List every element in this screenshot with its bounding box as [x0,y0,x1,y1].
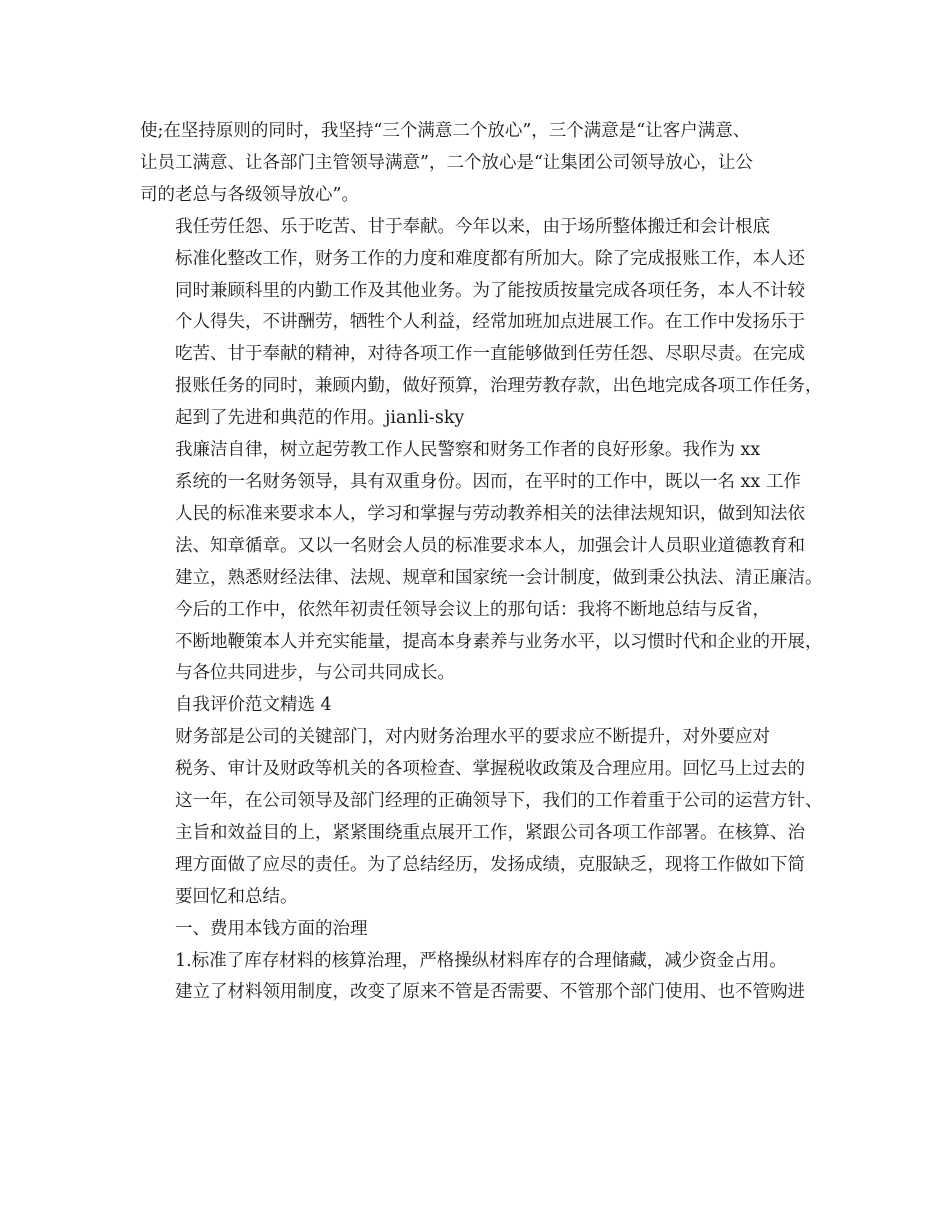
text-line: 使;在坚持原则的同时，我坚持“三个满意二个放心”，三个满意是“让客户满意、 [140,121,751,141]
paragraph-finance-dept [140,722,828,913]
text-line: 要回忆和总结。 [175,886,298,907]
text-line: 建立，熟悉财经法律、法规、规章和国家统一会计制度，做到秉公执法、清正廉洁。 [175,567,823,588]
text-line: 我任劳任怨、乐于吃苦、甘于奉献。今年以来，由于场所整体搬迁和会计根底 [175,216,770,237]
text-line: 1.标准了库存材料的核算治理，严格操纵材料库存的合理储藏，减少资金占用。 [175,950,787,971]
text-line: 建立了材料领用制度，改变了原来不管是否需要、不管那个部门使用、也不管购进 [175,982,805,1003]
document-body [140,116,828,1009]
text-line: 税务、审计及财政等机关的各项检查、掌握税收政策及合理应用。回忆马上过去的 [175,759,805,780]
text-line: 一、费用本钱方面的治理 [175,918,368,939]
text-line: 自我评价范文精选 4 [175,695,332,716]
text-line: 个人得失，不讲酬劳，牺牲个人利益，经常加班加点进展工作。在工作中发扬乐于 [175,312,805,333]
text-line: 标准化整改工作，财务工作的力度和难度都有所加大。除了完成报账工作，本人还 [175,248,805,269]
paragraph-satisfaction [140,116,828,212]
text-line: 不断地鞭策本人并充实能量，提高本身素养与业务水平，以习惯时代和企业的开展， [175,631,823,652]
text-line: 我廉洁自律，树立起劳教工作人民警察和财务工作者的良好形象。我作为 xx [175,440,761,461]
paragraph-inventory [140,946,828,1010]
text-line: 这一年，在公司领导及部门经理的正确领导下，我们的工作着重于公司的运营方针、 [175,791,823,812]
text-line: 主旨和效益目的上，紧紧围绕重点展开工作，紧跟公司各项工作部署。在核算、治 [175,822,805,843]
paragraph-future [140,595,828,691]
section-heading-4 [140,690,828,722]
text-line: 起到了先进和典范的作用。jianli-sky [175,408,465,429]
paragraph-diligence [140,212,828,435]
text-line: 系统的一名财务领导，具有双重身份。因而，在平时的工作中，既以一名 xx 工作 [175,471,801,492]
text-line: 财务部是公司的关键部门，对内财务治理水平的要求应不断提升，对外要应对 [175,727,770,748]
text-line: 报账任务的同时，兼顾内勤，做好预算，治理劳教存款，出色地完成各项工作任务， [175,376,823,397]
text-line: 同时兼顾科里的内勤工作及其他业务。为了能按质按量完成各项任务，本人不计较 [175,280,805,301]
text-line: 与各位共同进步，与公司共同成长。 [175,663,455,684]
subheading-cost-management [140,914,828,946]
text-line: 理方面做了应尽的责任。为了总结经历，发扬成绩，克服缺乏，现将工作做如下简 [175,854,805,875]
text-line: 法、知章循章。又以一名财会人员的标准要求本人，加强会计人员职业道德教育和 [175,535,805,556]
text-line: 司的老总与各级领导放心”。 [140,184,359,205]
text-line: 让员工满意、让各部门主管领导满意”，二个放心是“让集团公司领导放心，让公 [140,152,753,173]
text-line: 吃苦、甘于奉献的精神，对待各项工作一直能够做到任劳任怨、尽职尽责。在完成 [175,344,805,365]
paragraph-integrity [140,435,828,595]
text-line: 今后的工作中，依然年初责任领导会议上的那句话：我将不断地总结与反省， [175,599,770,620]
text-line: 人民的标准来要求本人，学习和掌握与劳动教养相关的法律法规知识，做到知法依 [175,503,805,524]
